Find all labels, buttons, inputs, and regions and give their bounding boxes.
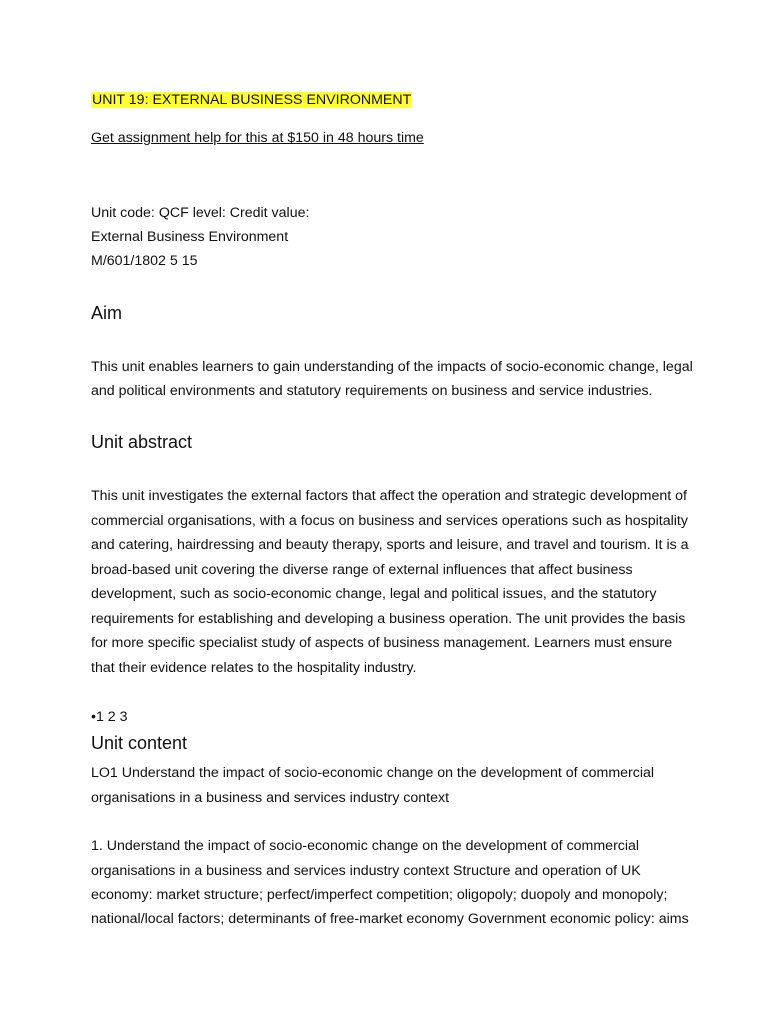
unit-info-line-1: Unit code: QCF level: Credit value:: [91, 205, 310, 221]
item1-line-2: organisations in a business and services industry context Structure and operation of UK: [91, 863, 641, 879]
lo1-line-2: organisations in a business and services industry context: [91, 790, 450, 806]
abstract-line-2: commercial organisations, with a focus on business and services operations such as hospitality: [91, 513, 688, 529]
assignment-help-link[interactable]: Get assignment help for this at $150 in 48 hours time: [91, 130, 424, 146]
unit-info-line-3: M/601/1802 5 15: [91, 253, 198, 269]
item1-line-4: national/local factors; determinants of free-market economy Government economic policy: aims: [91, 911, 689, 927]
content-heading: Unit content: [91, 733, 188, 753]
abstract-line-1: This unit investigates the external factors that affect the operation and strategic development of: [91, 488, 687, 504]
unit-info-line-2: External Business Environment: [91, 229, 289, 245]
abstract-line-6: requirements for establishing and developing a business operation. The unit provides the basis: [91, 611, 686, 627]
abstract-line-8: that their evidence relates to the hospitality industry.: [91, 660, 417, 676]
abstract-line-7: for more specific specialist study of aspects of business management. Learners must ensure: [91, 635, 673, 651]
aim-line-2: and political environments and statutory requirements on business and service industries.: [91, 383, 653, 399]
document-title: [91, 91, 412, 109]
abstract-line-4: broad-based unit covering the diverse range of external influences that affect business: [91, 562, 633, 578]
item1-line-3: economy: market structure; perfect/imperfect competition; oligopoly; duopoly and monopoly;: [91, 887, 668, 903]
lo1-line-1: LO1 Understand the impact of socio-economic change on the development of commercial: [91, 765, 655, 781]
assignment-help-link-line: [91, 129, 424, 147]
page-numbers-line: •1 2 3: [91, 709, 128, 725]
title-highlight: UNIT 19: EXTERNAL BUSINESS ENVIRONMENT: [92, 92, 412, 108]
item1-line-1: 1. Understand the impact of socio-economic change on the development of commercial: [91, 838, 640, 854]
aim-heading: Aim: [91, 303, 122, 323]
abstract-line-5: development, such as socio-economic change, legal and political issues, and the statutory: [91, 586, 657, 602]
abstract-heading: Unit abstract: [91, 432, 193, 452]
aim-line-1: This unit enables learners to gain understanding of the impacts of socio-economic change, legal: [91, 359, 693, 375]
abstract-line-3: and catering, hairdressing and beauty therapy, sports and leisure, and travel and tourism. It is a: [91, 537, 689, 553]
